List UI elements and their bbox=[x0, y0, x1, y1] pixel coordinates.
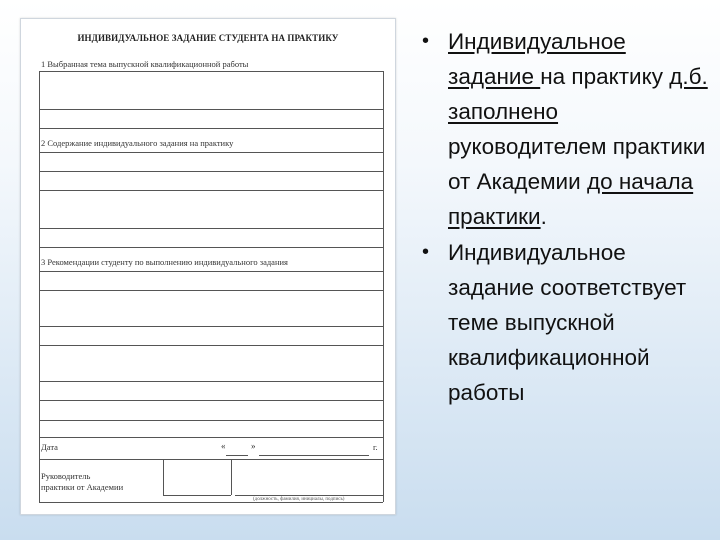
form-line bbox=[39, 152, 383, 153]
form-line bbox=[39, 128, 383, 129]
signature-caption: (должность, фамилия, инициалы, подпись) bbox=[253, 497, 345, 502]
bullet-item-1 bbox=[420, 24, 710, 234]
form-line bbox=[39, 459, 383, 460]
form-border bbox=[383, 459, 384, 502]
form-line bbox=[39, 71, 383, 72]
form-line bbox=[163, 495, 231, 496]
form-line bbox=[39, 290, 383, 291]
form-border bbox=[383, 437, 384, 459]
form-line bbox=[39, 190, 383, 191]
day-line bbox=[226, 455, 248, 456]
bullet-icon: • bbox=[422, 30, 430, 52]
year-suffix: г. bbox=[373, 442, 378, 452]
bullet-list bbox=[420, 24, 710, 411]
form-border bbox=[39, 459, 40, 502]
bullet-item-2 bbox=[420, 235, 710, 410]
supervisor-label-line2: практики от Академии bbox=[41, 482, 124, 492]
bullet-2-text: Индивидуальное задание соответствует теме выпускной квалификационной работы bbox=[448, 240, 687, 405]
form-line bbox=[235, 495, 383, 496]
bullet-icon: • bbox=[422, 241, 430, 263]
date-label: Дата bbox=[41, 442, 58, 452]
form-line bbox=[39, 109, 383, 110]
month-line bbox=[259, 455, 369, 456]
form-line bbox=[39, 271, 383, 272]
bullet-1-part2: на практику bbox=[540, 64, 670, 89]
quote-close: » bbox=[251, 441, 256, 451]
form-border bbox=[163, 459, 164, 495]
form-line bbox=[39, 326, 383, 327]
supervisor-label-line1: Руководитель bbox=[41, 471, 91, 481]
bullet-1-part5: до начала практики bbox=[448, 169, 694, 229]
form-border bbox=[231, 459, 232, 495]
form-line bbox=[39, 502, 383, 503]
form-line bbox=[39, 171, 383, 172]
bullet-1-part1: Индивидуальное задание bbox=[448, 29, 626, 89]
bullet-1-part4: руководителем практики от Академии bbox=[448, 134, 706, 194]
form-title: ИНДИВИДУАЛЬНОЕ ЗАДАНИЕ СТУДЕНТА НА ПРАКТИКУ bbox=[77, 33, 339, 43]
form-border bbox=[383, 71, 384, 437]
form-line bbox=[39, 420, 383, 421]
section-2-label: 2 Содержание индивидуального задания на практику bbox=[41, 138, 234, 148]
section-1-label: 1 Выбранная тема выпускной квалификационной работы bbox=[41, 59, 249, 69]
individual-assignment-form bbox=[20, 18, 396, 515]
form-line bbox=[39, 247, 383, 248]
form-line bbox=[39, 381, 383, 382]
form-line bbox=[39, 400, 383, 401]
form-line bbox=[39, 345, 383, 346]
bullet-1-part6: . bbox=[540, 204, 547, 229]
bullet-1-part3: д.б. заполнено bbox=[448, 64, 708, 124]
quote-open: « bbox=[221, 441, 226, 451]
form-line bbox=[39, 228, 383, 229]
form-border bbox=[39, 437, 40, 459]
form-border bbox=[39, 71, 40, 437]
section-3-label: 3 Рекомендации студенту по выполнению индивидуального задания bbox=[41, 257, 288, 267]
form-line bbox=[39, 437, 383, 438]
